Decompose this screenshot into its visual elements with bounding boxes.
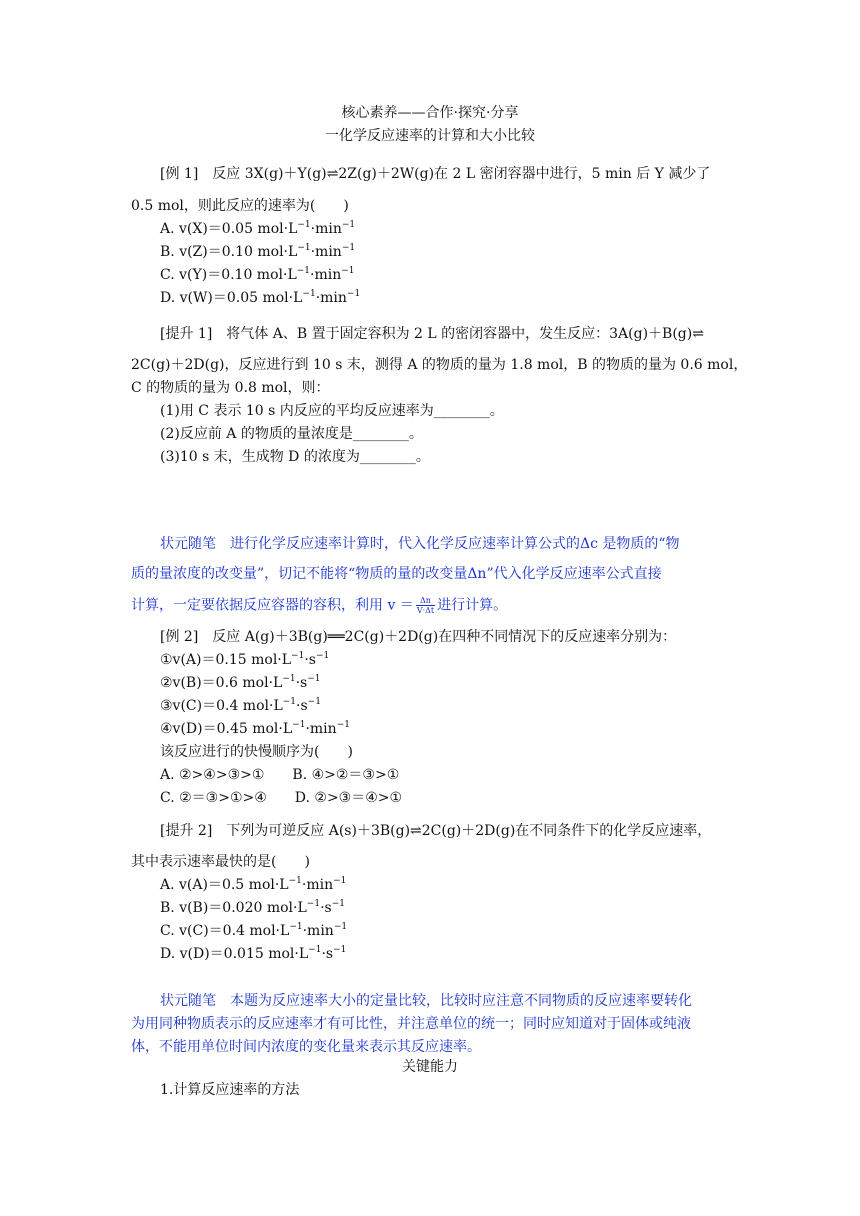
section-title: 关键能力: [402, 1059, 458, 1075]
tisheng2-option-c: C. v(C)＝0.4 $mol\cdot L^{-1}\cdot\min^{-1}$: [160, 922, 348, 939]
tisheng1-q1: (1)用 C 表示 10 s 内反应的平均反应速率为________。: [160, 403, 504, 419]
note2-line3: 体，不能用单位时间内浓度的变化量来表示其反应速率。: [131, 1039, 481, 1055]
note1-line1: 状元随笔 进行化学反应速率计算时，代入化学反应速率计算公式的Δc 是物质的“物: [160, 536, 680, 552]
tisheng1-line3: C 的物质的量为 0.8 mol，则：: [131, 380, 330, 396]
tisheng2-line1: [提升 2] 下列为可逆反应 A(s)＋3B(g)⇌2C(g)＋2D(g)在不同条件下的化学反应速率，: [160, 823, 712, 839]
example2-ask: 该反应进行的快慢顺序为( ): [160, 744, 353, 760]
example1-option-d: D. v(W)＝0.05 $mol\cdot L^{-1}\cdot\min^{-1}$: [160, 289, 361, 306]
note2-line1: 状元随笔 本题为反应速率大小的定量比较，比较时应注意不同物质的反应速率要转化: [160, 993, 692, 1009]
note2-line2: 为用同种物质表示的反应速率才有可比性，并注意单位的统一；同时应知道对于固体或纯液: [131, 1016, 691, 1032]
example2-question: [例 2] 反应 A(g)＋3B(g)══2C(g)＋2D(g)在四种不同情况下的反应速率分别为：: [160, 629, 677, 645]
example1-question-line1: [例 1] 反应 3X(g)＋Y(g)⇌2Z(g)＋2W(g)在 2 L 密闭容器中进行，5 min 后 Y 减少了: [160, 166, 711, 182]
example2-item-4: ④v(D)＝0.45 $mol\cdot L^{-1}\cdot\min^{-1}$: [160, 720, 350, 737]
note1-line3: 计算，一定要依据反应容器的容积，利用 v ＝ $\frac{\Delta n}{V\cdot\Delta t}$ 进行计算。: [131, 596, 508, 615]
example2-options-ab: A. ②>④>③>① B. ④>②＝③>①: [160, 767, 400, 783]
example2-item-1: ①v(A)＝0.15 $mol\cdot L^{-1}\cdot s^{-1}$: [160, 651, 330, 668]
example2-item-3: ③v(C)＝0.4 $mol\cdot L^{-1}\cdot s^{-1}$: [160, 697, 321, 714]
rate-formula-fraction: $\frac{\Delta n}{V\cdot\Delta t}$: [416, 596, 435, 615]
example1-option-b: B. v(Z)＝0.10 $mol\cdot L^{-1}\cdot\min^{-1}$: [160, 243, 356, 260]
example1-option-c: C. v(Y)＝0.10 $mol\cdot L^{-1}\cdot\min^{-1}$: [160, 266, 355, 283]
example2-item-2: ②v(B)＝0.6 $mol\cdot L^{-1}\cdot s^{-1}$: [160, 674, 321, 691]
tisheng2-option-d: D. v(D)＝0.015 $mol\cdot L^{-1}\cdot s^{-1}$: [160, 945, 347, 962]
tisheng1-q2: (2)反应前 A 的物质的量浓度是________。: [160, 426, 423, 442]
tisheng1-line2: 2C(g)＋2D(g)，反应进行到 10 s 末，测得 A 的物质的量为 1.8 mol，B 的物质的量为 0.6 mol，: [131, 357, 748, 373]
page-subtitle: 一化学反应速率的计算和大小比较: [325, 128, 535, 144]
note1-line2: 质的量浓度的改变量”，切记不能将“物质的量的改变量Δn”代入化学反应速率公式直接: [131, 566, 662, 582]
page-title: 核心素养——合作·探究·分享: [341, 105, 519, 121]
tisheng2-option-a: A. v(A)＝0.5 $mol\cdot L^{-1}\cdot\min^{-1}$: [160, 876, 347, 893]
tisheng2-line2: 其中表示速率最快的是( ): [131, 854, 310, 870]
example1-option-a: A. v(X)＝0.05 $mol\cdot L^{-1}\cdot\min^{-1}$: [160, 220, 356, 237]
tisheng2-option-b: B. v(B)＝0.020 $mol\cdot L^{-1}\cdot s^{-1}$: [160, 899, 345, 916]
section-item-1: 1.计算反应速率的方法: [160, 1082, 300, 1098]
tisheng1-q3: (3)10 s 末，生成物 D 的浓度为________。: [160, 449, 430, 465]
example1-question-line2: 0.5 mol，则此反应的速率为( ): [131, 198, 349, 214]
tisheng1-line1: [提升 1] 将气体 A、B 置于固定容积为 2 L 的密闭容器中，发生反应：3A(g)＋B(g)⇌: [160, 326, 704, 342]
example2-options-cd: C. ②＝③>①>④ D. ②>③＝④>①: [160, 790, 403, 806]
